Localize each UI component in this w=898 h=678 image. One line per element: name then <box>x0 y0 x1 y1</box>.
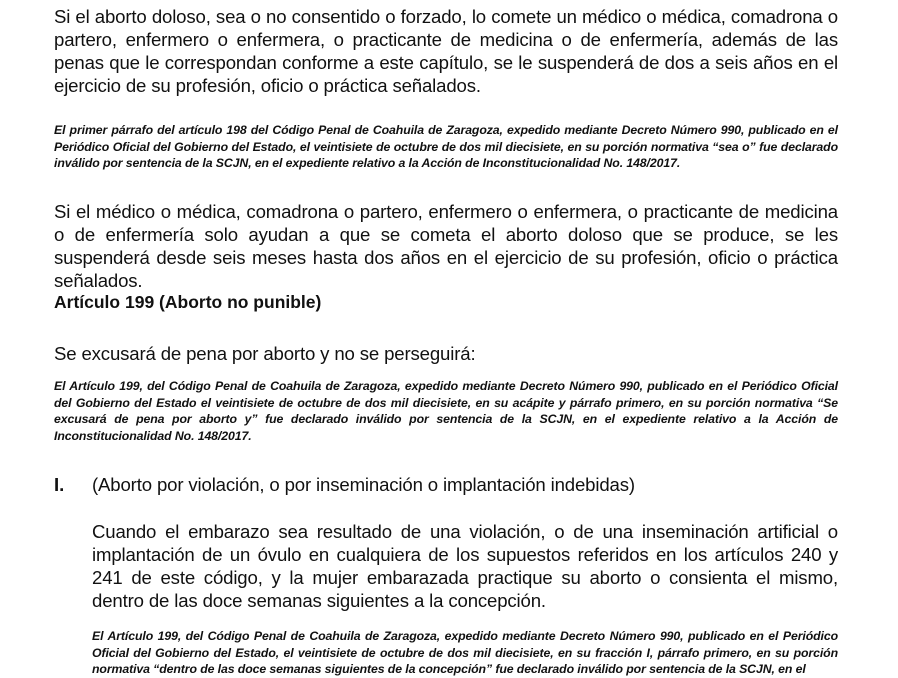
note-article-198-invalidation: El primer párrafo del artículo 198 del Código Penal de Coahuila de Zaragoza, expedido mediante Decreto Número 990, publicado en el Periódico Oficial del Gobierno del Estado, el veintisiete de octubre de dos mil diecisiete, en su porción normativa “sea o” fue declarado inválido por sentencia de la SCJN, en el expediente relativo a la Acción de Inconstitucionalidad No. 148/2017. <box>54 123 838 171</box>
note-fraction-I-invalidation: El Artículo 199, del Código Penal de Coahuila de Zaragoza, expedido mediante Decreto Número 990, publicado en el Periódico Oficial del Gobierno del Estado, el veintisiete de octubre de dos mil diecisiete, en su fracción I, párrafo primero, en su porción normativa “dentro de las doce semanas siguientes de la concepción” fue declarado inválido por sentencia de la SCJN, en el <box>92 629 838 677</box>
note-article-199-invalidation: El Artículo 199, del Código Penal de Coahuila de Zaragoza, expedido mediante Decreto Número 990, publicado en el Periódico Oficial del Gobierno del Estado el veintisiete de octubre de dos mil diecisiete, en su acápite y párrafo primero, en su porción normativa “Se excusará de pena por aborto y” fue declarado inválido por sentencia de la SCJN, en el expediente relativo a la Acción de Inconstitucionalidad No. 148/2017. <box>54 379 838 443</box>
paragraph-article-199-intro: Se excusará de pena por aborto y no se perseguirá: <box>54 342 476 364</box>
fraction-number: I. <box>54 474 65 495</box>
fraction-title: (Aborto por violación, o por inseminación o implantación indebidas) <box>92 474 635 495</box>
paragraph-article-198-penalties: Si el aborto doloso, sea o no consentido o forzado, lo comete un médico o médica, comadrona o partero, enfermero o enfermera, o practicante de medicina o de enfermería, además de las penas que le correspondan conforme a este capítulo, se le suspenderá de dos a seis años en el ejercicio de su profesión, oficio o práctica señalados. <box>54 5 838 97</box>
fraction-I-body: Cuando el embarazo sea resultado de una violación, o de una inseminación artificial o implantación de un óvulo en cualquiera de los supuestos referidos en los artículos 240 y 241 de este código, y la mujer embarazada practique su aborto o consienta el mismo, dentro de las doce semanas siguientes a la concepción. <box>92 520 838 612</box>
paragraph-article-198-assistants: Si el médico o médica, comadrona o partero, enfermero o enfermera, o practicante de medicina o de enfermería solo ayudan a que se cometa el aborto doloso que se produce, se les suspenderá desde seis meses hasta dos años en el ejercicio de su profesión, oficio o práctica señalados. <box>54 200 838 292</box>
article-199-heading: Artículo 199 (Aborto no punible) <box>54 292 322 312</box>
